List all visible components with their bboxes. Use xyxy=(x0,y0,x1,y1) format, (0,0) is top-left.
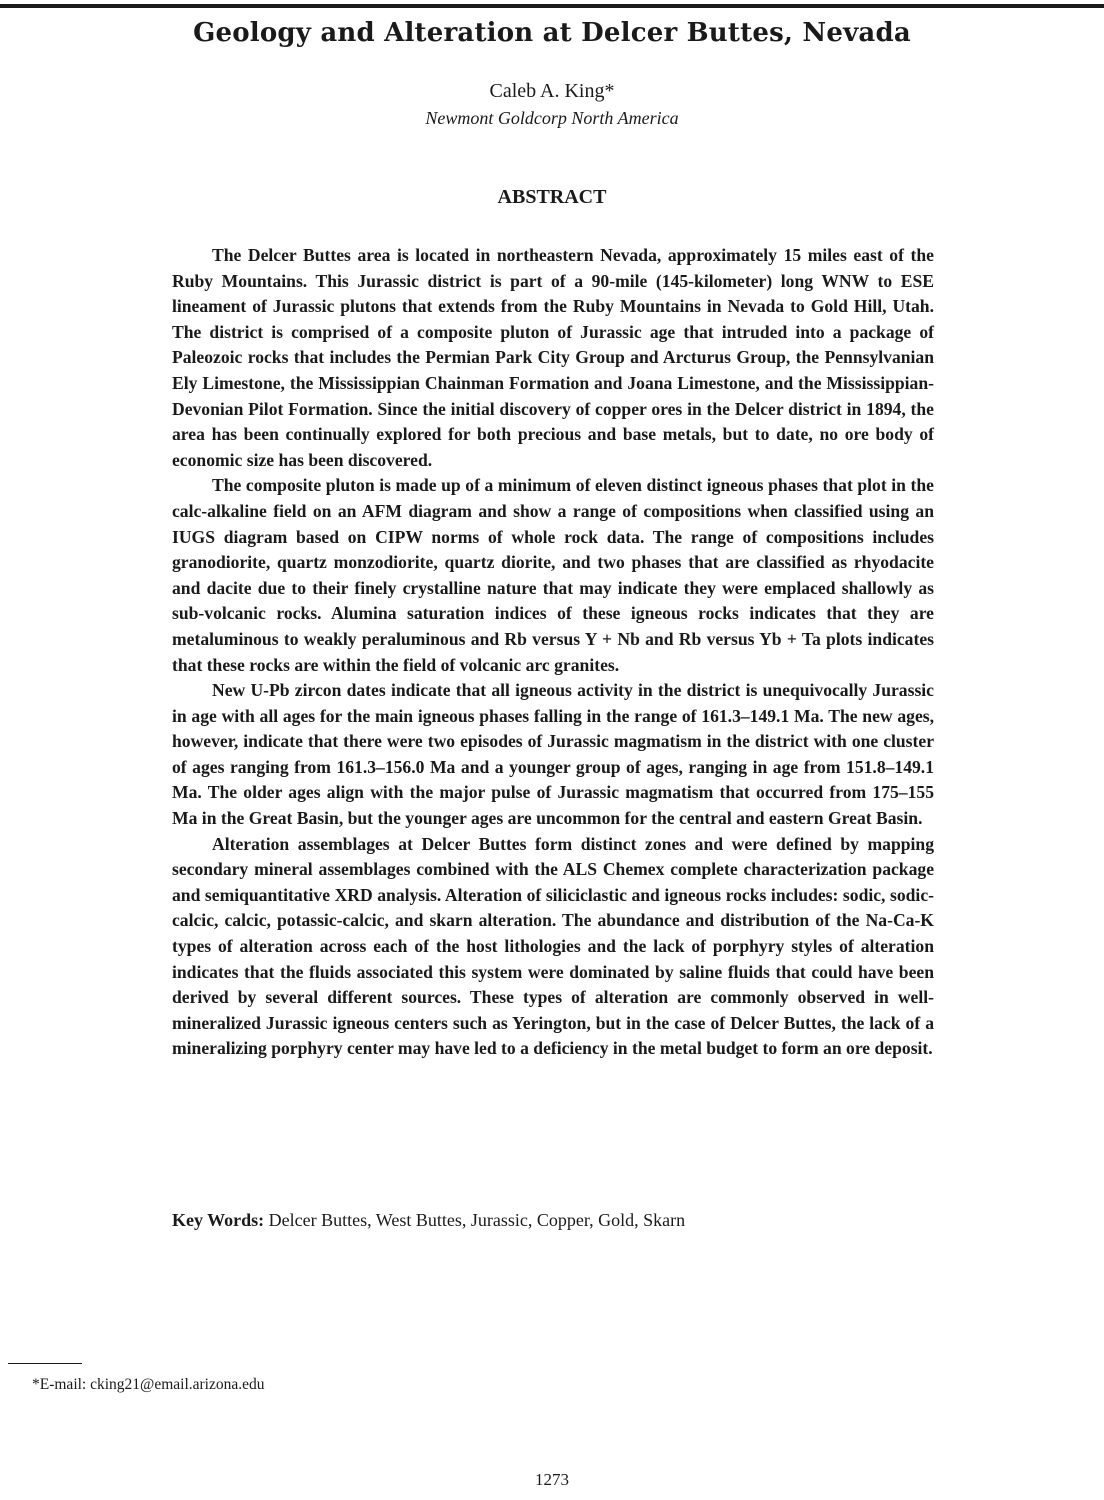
page-number: 1273 xyxy=(535,1470,569,1489)
abstract-body xyxy=(172,243,934,1062)
abstract-paragraph-2: The composite pluton is made up of a minimum of eleven distinct igneous phases that plot in the calc-alkaline field on an AFM diagram and show a range of compositions when classified using an IUGS diagram based on CIPW norms of whole rock data. The range of compositions includes granodiorite, quartz monzodiorite, quartz diorite, and two phases that are classified as rhyodacite and dacite due to their finely crystalline nature that may indicate they were emplaced shallowly as sub-volcanic rocks. Alumina saturation indices of these igneous rocks indicates that they are metaluminous to weakly peraluminous and Rb versus Y + Nb and Rb versus Yb + Ta plots indicates that these rocks are within the field of volcanic arc granites. xyxy=(172,475,934,675)
footnote-divider xyxy=(8,1363,82,1364)
paper-title: Geology and Alteration at Delcer Buttes, Nevada xyxy=(193,18,911,48)
footnote-email: *E-mail: cking21@email.arizona.edu xyxy=(32,1376,265,1393)
top-rule xyxy=(0,4,1104,8)
abstract-heading: ABSTRACT xyxy=(497,186,607,208)
keywords-text: Delcer Buttes, West Buttes, Jurassic, Copper, Gold, Skarn xyxy=(268,1210,686,1230)
keywords-label: Key Words: xyxy=(172,1210,265,1230)
author-name: Caleb A. King* xyxy=(489,80,615,102)
keywords xyxy=(172,1207,934,1233)
abstract-paragraph-3: New U-Pb zircon dates indicate that all igneous activity in the district is unequivocally Jurassic in age with all ages for the main igneous phases falling in the range of 161.3–149.1 Ma. The new ages, however, indicate that there were two episodes of Jurassic magmatism in the district with one cluster of ages ranging from 161.3–156.0 Ma and a younger group of ages, ranging in age from 151.8–149.1 Ma. The older ages align with the major pulse of Jurassic magmatism that occurred from 175–155 Ma in the Great Basin, but the younger ages are uncommon for the central and eastern Great Basin. xyxy=(172,680,934,829)
abstract-paragraph-4: Alteration assemblages at Delcer Buttes form distinct zones and were defined by mapping secondary mineral assemblages combined with the ALS Chemex complete characterization package and semiquantitative XRD analysis. Alteration of siliciclastic and igneous rocks includes: sodic, sodic-calcic, calcic, potassic-calcic, and skarn alteration. The abundance and distribution of the Na-Ca-K types of alteration across each of the host lithologies and the lack of porphyry styles of alteration indicates that the fluids associated this system were dominated by saline fluids that could have been derived by several different sources. These types of alteration are commonly observed in well-mineralized Jurassic igneous centers such as Yerington, but in the case of Delcer Buttes, the lack of a mineralizing porphyry center may have led to a deficiency in the metal budget to form an ore deposit. xyxy=(172,833,934,1059)
abstract-paragraph-1: The Delcer Buttes area is located in northeastern Nevada, approximately 15 miles east of the Ruby Mountains. This Jurassic district is part of a 90-mile (145-kilometer) long WNW to ESE lineament of Jurassic plutons that extends from the Ruby Mountains in Nevada to Gold Hill, Utah. The district is comprised of a composite pluton of Jurassic age that intruded into a package of Paleozoic rocks that includes the Permian Park City Group and Arcturus Group, the Pennsylvanian Ely Limestone, the Mississippian Chainman Formation and Joana Limestone, and the Mississippian-Devonian Pilot Formation. Since the initial discovery of copper ores in the Delcer district in 1894, the area has been continually explored for both precious and base metals, but to date, no ore body of economic size has been discovered. xyxy=(172,245,934,470)
author-affiliation: Newmont Goldcorp North America xyxy=(425,108,679,128)
